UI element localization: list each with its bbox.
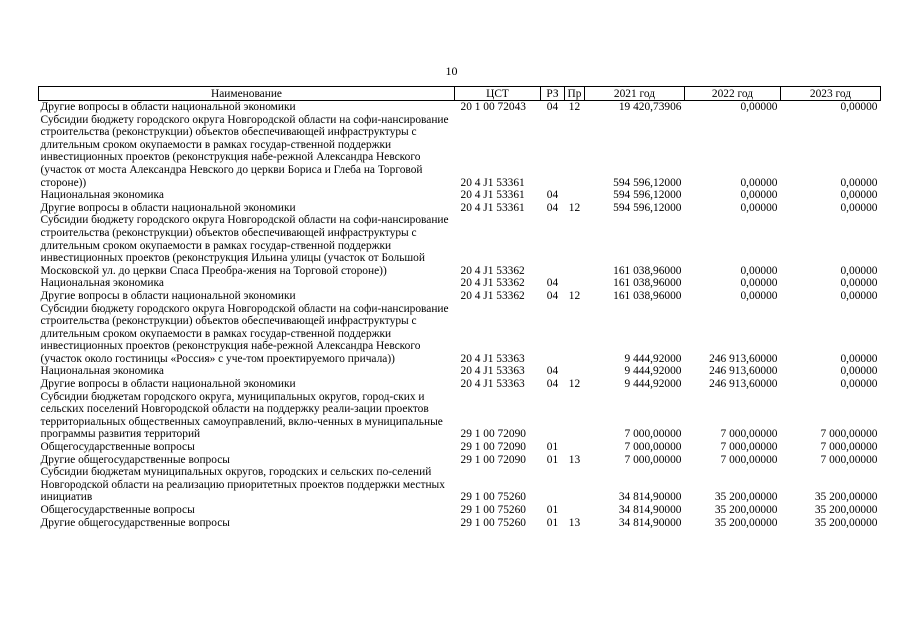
row-pr: 13 bbox=[568, 453, 581, 466]
row-2022: 7 000,00000 bbox=[720, 441, 778, 454]
row-rz bbox=[541, 214, 565, 277]
row-2021: 161 038,96000 bbox=[613, 264, 682, 277]
row-pr: 12 bbox=[568, 289, 581, 302]
row-pr bbox=[565, 114, 585, 190]
row-rz bbox=[541, 303, 565, 366]
table-row bbox=[39, 466, 881, 504]
table-row bbox=[39, 202, 881, 215]
table-header bbox=[39, 87, 881, 101]
row-2023: 0,00000 bbox=[840, 101, 878, 113]
table-row bbox=[39, 378, 881, 391]
row-2023: 0,00000 bbox=[840, 277, 878, 290]
row-2022: 0,00000 bbox=[740, 264, 778, 277]
row-pr: 13 bbox=[568, 516, 581, 529]
row-cst: 20 4 J1 53361 bbox=[460, 189, 525, 202]
row-pr bbox=[565, 277, 585, 290]
row-rz: 04 bbox=[546, 201, 559, 214]
row-name: Субсидии бюджету городского округа Новгородской области на софи-нансирование строительства (реконструкции) объектов обеспечивающей инфраструктуры с длительным сроком окупаемости в рамках государ-ственной поддержки инвестиционных проектов (реконструкция Ильина улицы (участок от Большой Московской ул. до церкви Спаса Преобра-жения на Торговой стороне)) bbox=[40, 214, 449, 277]
row-cst: 20 1 00 72043 bbox=[460, 101, 526, 113]
row-cst: 20 4 J1 53363 bbox=[460, 365, 525, 378]
header-2021: 2021 год bbox=[585, 87, 685, 101]
table-row bbox=[39, 303, 881, 366]
header-name: Наименование bbox=[39, 87, 455, 101]
row-rz: 01 bbox=[546, 516, 559, 529]
row-2021: 9 444,92000 bbox=[624, 378, 682, 391]
row-cst: 20 4 J1 53361 bbox=[460, 176, 525, 189]
row-2021: 594 596,12000 bbox=[613, 176, 682, 189]
row-2021: 34 814,90000 bbox=[618, 516, 682, 529]
row-2021: 161 038,96000 bbox=[613, 289, 682, 302]
row-2021: 9 444,92000 bbox=[624, 352, 682, 365]
row-name: Другие общегосударственные вопросы bbox=[40, 453, 230, 466]
row-2023: 0,00000 bbox=[840, 201, 878, 214]
row-name: Другие вопросы в области национальной экономики bbox=[40, 101, 296, 113]
row-name: Субсидии бюджетам городского округа, муниципальных округов, город-ских и сельских поселений Новгородской области на поддержку реали-зации проектов территориальных общественных самоуправлений, вклю-ченных в муниципальные программы развития территорий bbox=[40, 390, 443, 441]
header-row bbox=[39, 87, 881, 101]
row-2021: 594 596,12000 bbox=[613, 189, 682, 202]
header-2022: 2022 год bbox=[685, 87, 781, 101]
row-rz: 04 bbox=[546, 101, 559, 113]
budget-table bbox=[38, 86, 881, 529]
row-2023: 7 000,00000 bbox=[820, 441, 878, 454]
row-2022: 246 913,60000 bbox=[709, 365, 778, 378]
row-2021: 7 000,00000 bbox=[624, 453, 682, 466]
row-rz: 01 bbox=[546, 504, 559, 516]
row-name: Другие вопросы в области национальной экономики bbox=[40, 201, 296, 214]
row-name: Национальная экономика bbox=[40, 277, 164, 290]
row-cst: 20 4 J1 53362 bbox=[460, 264, 525, 277]
row-cst: 20 4 J1 53361 bbox=[460, 201, 525, 214]
row-rz: 04 bbox=[546, 277, 559, 290]
row-rz: 04 bbox=[546, 365, 559, 378]
row-2021: 161 038,96000 bbox=[613, 277, 682, 290]
row-2021: 34 814,90000 bbox=[618, 504, 682, 516]
table-row bbox=[39, 441, 881, 454]
row-pr bbox=[565, 214, 585, 277]
table-row bbox=[39, 365, 881, 378]
row-name: Субсидии бюджетам муниципальных округов, городских и сельских по-селений Новгородской области на реализацию приоритетных проектов поддержки местных инициатив bbox=[40, 466, 445, 504]
row-cst: 29 1 00 72090 bbox=[460, 453, 526, 466]
row-pr bbox=[565, 391, 585, 441]
row-pr bbox=[565, 303, 585, 366]
row-pr: 12 bbox=[568, 378, 581, 391]
row-cst: 29 1 00 72090 bbox=[460, 441, 526, 454]
row-2023: 0,00000 bbox=[840, 289, 878, 302]
row-rz bbox=[541, 114, 565, 190]
table-body bbox=[39, 101, 881, 530]
row-pr bbox=[565, 466, 585, 504]
header-pr: Пр bbox=[565, 87, 585, 101]
table-row bbox=[39, 290, 881, 303]
row-2023: 7 000,00000 bbox=[820, 453, 878, 466]
row-2023: 0,00000 bbox=[840, 176, 878, 189]
row-pr bbox=[565, 365, 585, 378]
row-cst: 29 1 00 75260 bbox=[460, 516, 526, 529]
row-cst: 20 4 J1 53363 bbox=[460, 352, 525, 365]
row-2021: 594 596,12000 bbox=[613, 201, 682, 214]
row-2023: 35 200,00000 bbox=[814, 516, 878, 529]
table-row bbox=[39, 391, 881, 441]
row-2023: 35 200,00000 bbox=[814, 491, 878, 504]
row-pr: 12 bbox=[568, 201, 581, 214]
header-rz: РЗ bbox=[541, 87, 565, 101]
row-rz: 04 bbox=[546, 189, 559, 202]
row-name: Другие общегосударственные вопросы bbox=[40, 516, 230, 529]
row-2023: 0,00000 bbox=[840, 189, 878, 202]
row-2022: 246 913,60000 bbox=[709, 352, 778, 365]
row-2023: 0,00000 bbox=[840, 264, 878, 277]
row-2023: 0,00000 bbox=[840, 378, 878, 391]
page-number: 10 bbox=[445, 64, 458, 78]
row-cst: 29 1 00 75260 bbox=[460, 491, 526, 504]
row-pr bbox=[565, 441, 585, 454]
row-2022: 0,00000 bbox=[740, 201, 778, 214]
row-cst: 29 1 00 72090 bbox=[460, 428, 526, 441]
row-name: Общегосударственные вопросы bbox=[40, 441, 195, 454]
row-rz: 01 bbox=[546, 453, 559, 466]
table-row bbox=[39, 277, 881, 290]
row-cst: 20 4 J1 53362 bbox=[460, 289, 525, 302]
row-name: Субсидии бюджету городского округа Новгородской области на софи-нансирование строительства (реконструкции) объектов обеспечивающей инфраструктуры с длительным сроком окупаемости в рамках государ-ственной поддержки инвестиционных проектов (реконструкция набе-режной Александра Невского (участок от моста Александра Невского до церкви Бориса и Глеба на Торговой стороне)) bbox=[40, 113, 449, 189]
row-2021: 34 814,90000 bbox=[618, 491, 682, 504]
row-2022: 35 200,00000 bbox=[714, 516, 778, 529]
row-2022: 0,00000 bbox=[740, 277, 778, 290]
table-row bbox=[39, 214, 881, 277]
row-2022: 246 913,60000 bbox=[709, 378, 778, 391]
row-2022: 7 000,00000 bbox=[720, 453, 778, 466]
header-2023: 2023 год bbox=[781, 87, 881, 101]
table-row bbox=[39, 189, 881, 202]
row-cst: 20 4 J1 53363 bbox=[460, 378, 525, 391]
row-rz bbox=[541, 391, 565, 441]
table-row bbox=[39, 114, 881, 190]
row-pr bbox=[565, 189, 585, 202]
row-2022: 35 200,00000 bbox=[714, 504, 778, 516]
row-2022: 7 000,00000 bbox=[720, 428, 778, 441]
table-row bbox=[39, 101, 881, 114]
row-name: Другие вопросы в области национальной экономики bbox=[40, 289, 296, 302]
row-2022: 35 200,00000 bbox=[714, 491, 778, 504]
row-2021: 7 000,00000 bbox=[624, 441, 682, 454]
row-2023: 0,00000 bbox=[840, 365, 878, 378]
row-cst: 29 1 00 75260 bbox=[460, 504, 526, 516]
row-2022: 0,00000 bbox=[740, 189, 778, 202]
row-2023: 7 000,00000 bbox=[820, 428, 878, 441]
row-2022: 0,00000 bbox=[740, 176, 778, 189]
row-rz bbox=[541, 466, 565, 504]
row-name: Национальная экономика bbox=[40, 365, 164, 378]
row-name: Субсидии бюджету городского округа Новгородской области на софи-нансирование строительства (реконструкции) объектов обеспечивающей инфраструктуры с длительным сроком окупаемости в рамках государ-ственной поддержки инвестиционных проектов (реконструкция набе-режной Александра Невского (участок около гостиницы «Россия» с уче-том проектируемого причала)) bbox=[40, 302, 449, 365]
row-2023: 0,00000 bbox=[840, 352, 878, 365]
row-name: Общегосударственные вопросы bbox=[40, 504, 195, 516]
row-pr: 12 bbox=[568, 101, 581, 113]
row-2021: 19 420,73906 bbox=[618, 101, 682, 113]
header-cst: ЦСТ bbox=[455, 87, 541, 101]
row-2022: 0,00000 bbox=[740, 289, 778, 302]
row-rz: 04 bbox=[546, 289, 559, 302]
row-2023: 35 200,00000 bbox=[814, 504, 878, 516]
row-pr bbox=[565, 504, 585, 517]
row-rz: 04 bbox=[546, 378, 559, 391]
row-cst: 20 4 J1 53362 bbox=[460, 277, 525, 290]
row-2021: 7 000,00000 bbox=[624, 428, 682, 441]
row-name: Другие вопросы в области национальной экономики bbox=[40, 378, 296, 391]
row-2021: 9 444,92000 bbox=[624, 365, 682, 378]
row-rz: 01 bbox=[546, 441, 559, 454]
row-name: Национальная экономика bbox=[40, 189, 164, 202]
table-row bbox=[39, 454, 881, 467]
table-row bbox=[39, 517, 881, 530]
table-row bbox=[39, 504, 881, 517]
row-2022: 0,00000 bbox=[740, 101, 778, 113]
